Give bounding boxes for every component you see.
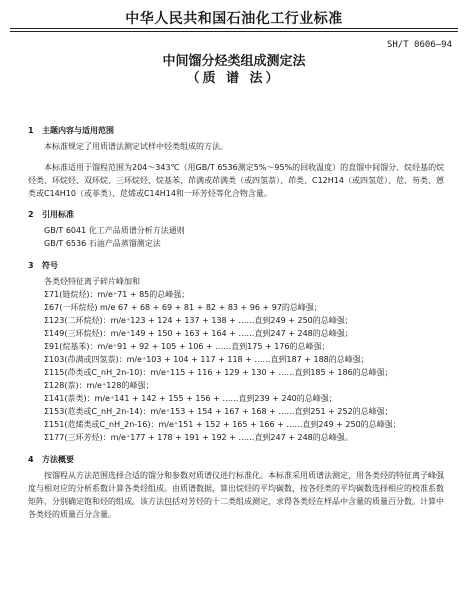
document-subtitle: （质 谱 法）: [186, 71, 282, 86]
section-2-heading: [28, 208, 448, 221]
section-title: 主题内容与适用范围: [42, 126, 114, 135]
symbol-item: Σ149(三环烷烃)：m/e⁺149 + 150 + 163 + 164 + ……直到247 + 248的总峰强；: [44, 329, 353, 338]
header-rule-top: [10, 28, 458, 29]
symbol-item: Σ115(茚类或C_nH_2n-10)：m/e⁺115 + 116 + 129 + 130 + ……直到185 + 186的总峰强；: [44, 368, 393, 377]
standard-header: 中华人民共和国石油化工行业标准: [125, 11, 343, 27]
reference-item: GB/T 6536 石油产品蒸馏测定法: [44, 239, 161, 248]
symbol-item: Σ123(二环烷烃)：m/e⁺123 + 124 + 137 + 138 + ……直到249 + 250的总峰强；: [44, 316, 353, 325]
section-1-paragraph: 本标准适用于馏程范围为204～343℃（用GB/T 6536测定5%～95%的回收温度）的直馏中间馏分、烷烃基的烷烃类、环烷烃、双环烷、三环烷烃、烷基苯、茚满或茚满类（或四氢萘）、茚类、C12H14（或四氢苊）、苊、芴类、蒽类或C14H10（或菲类）、苊烯或C14H14和一环芳烃等化合物含量。: [28, 163, 445, 198]
document-body: [28, 124, 448, 529]
symbol-item: Σ177(三环芳烃)：m/e⁺177 + 178 + 191 + 192 + ……直到247 + 248的总峰强。: [44, 433, 353, 442]
reference-item: GB/T 6041 化工产品质谱分析方法通则: [44, 226, 185, 235]
section-number: 3: [28, 261, 34, 270]
section-4-heading: [28, 453, 448, 466]
standard-number: SH/T 0606—94: [386, 40, 452, 50]
header-rule-bottom: [10, 31, 458, 32]
symbol-item: Σ71(链烷烃)：m/e⁺71 + 85的总峰强；: [44, 290, 190, 299]
symbol-item: Σ91(烷基苯)：m/e⁺91 + 92 + 105 + 106 + ……直到175 + 176的总峰强；: [44, 342, 330, 351]
section-number: 2: [28, 210, 34, 219]
symbol-item: Σ141(萘类)：m/e⁺141 + 142 + 155 + 156 + ……直到239 + 240的总峰强；: [44, 394, 337, 403]
symbol-item: Σ151(苊烯类或C_nH_2n-16)：m/e⁺151 + 152 + 165 + 166 + ……直到249 + 250的总峰强；: [44, 420, 401, 429]
section-3-heading: [28, 259, 448, 272]
section-title: 引用标准: [42, 210, 74, 219]
section-number: 4: [28, 455, 34, 464]
section-title: 方法概要: [42, 455, 74, 464]
symbol-item: Σ153(苊类或C_nH_2n-14)：m/e⁺153 + 154 + 167 + 168 + ……直到251 + 252的总峰强；: [44, 407, 393, 416]
symbol-item: Σ103(茚满或四氢萘)：m/e⁺103 + 104 + 117 + 118 + ……直到187 + 188的总峰强；: [44, 355, 369, 364]
section-1-heading: [28, 124, 448, 137]
document-title: 中间馏分烃类组成测定法: [162, 54, 306, 69]
section-title: 符号: [42, 261, 58, 270]
symbol-item: Σ67(一环烷烃) m/e 67 + 68 + 69 + 81 + 82 + 83 + 96 + 97的总峰强；: [44, 303, 322, 312]
section-4-paragraph: 按馏程从方法范围选择合适的馏分和参数对质谱仪进行标准化。本标准采用质谱法测定，用各类烃的特征离子峰强度与相对应的分析系数计算各类烃组成。由质谱数据，算出烷烃的平均碳数，按各烃类的平均碳数选择相应的校准系数矩阵，分别确定饱和烃的组成。该方法包括对芳烃的十二类组成测定，求得各类烃在样品中含量的质量百分数。计算中各类烃的质量百分含量。: [28, 471, 444, 519]
symbol-item: Σ128(萘)：m/e⁺128的峰强；: [44, 381, 154, 390]
section-number: 1: [28, 126, 34, 135]
section-1-paragraph: 本标准规定了用质谱法测定试样中烃类组成的方法。: [44, 142, 228, 151]
symbol-intro: 各类烃特征离子碎片峰加和: [44, 277, 140, 286]
